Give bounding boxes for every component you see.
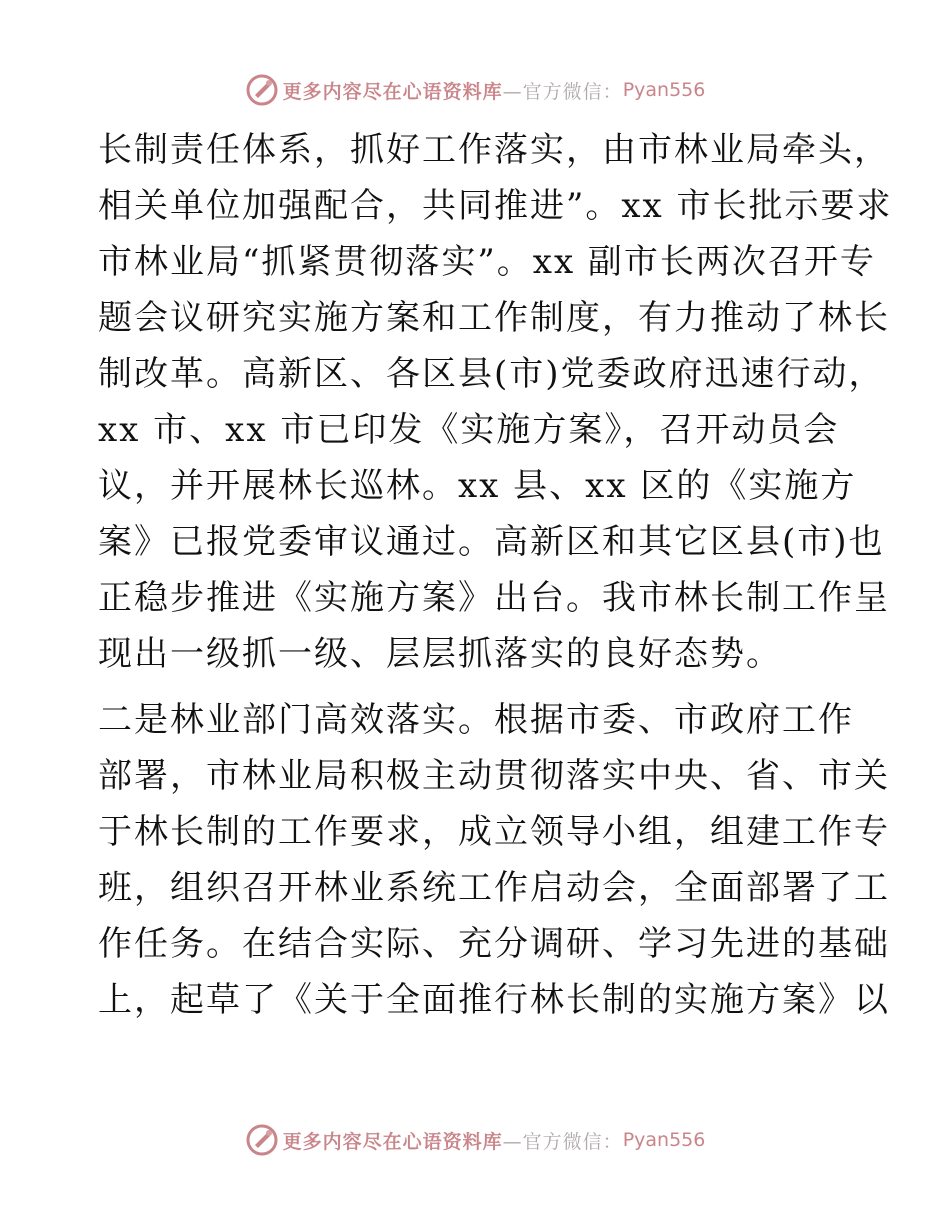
footer-watermark (0, 1120, 950, 1160)
text-line: 长制责任体系，抓好工作落实，由市林业局牵头， (98, 130, 890, 170)
text-line: 现出一级抓一级、层层抓落实的良好态势。 (98, 634, 782, 674)
text-line: 题会议研究实施方案和工作制度，有力推动了林长 (98, 298, 890, 338)
text-line: 议，并开展林长巡林。xx 县、xx 区的《实施方 (98, 466, 857, 506)
text-line: 相关单位加强配合，共同推进”。xx 市长批示要求 (98, 186, 893, 226)
text-line: 正稳步推进《实施方案》出台。我市林长制工作呈 (98, 578, 890, 618)
watermark-main-text: 更多内容尽在心语资料库 (282, 1130, 503, 1153)
watermark-id-text: Pyan556 (622, 79, 706, 101)
text-line: 班，组织召开林业系统工作启动会，全面部署了工 (98, 868, 890, 908)
text-line: xx 市、xx 市已印发《实施方案》，召开动员会 (98, 410, 840, 450)
paragraph-1 (98, 122, 893, 682)
text-line: 部署，市林业局积极主动贯彻落实中央、省、市关 (98, 756, 890, 796)
watermark-main-text: 更多内容尽在心语资料库 (282, 80, 503, 103)
logo-icon (245, 1123, 279, 1157)
text-line: 上，起草了《关于全面推行林长制的实施方案》以 (98, 980, 890, 1020)
text-line: 二是林业部门高效落实。根据市委、市政府工作 (98, 700, 854, 740)
paragraph-2 (98, 692, 890, 1028)
logo-icon (245, 73, 279, 107)
text-line: 制改革。高新区、各区县(市)党委政府迅速行动， (98, 354, 885, 394)
paragraph-spacer (98, 682, 858, 692)
text-line: 作任务。在结合实际、充分调研、学习先进的基础 (98, 924, 890, 964)
document-body (98, 122, 893, 1028)
watermark-sub-text: —官方微信： (502, 1130, 623, 1153)
header-watermark (0, 70, 950, 110)
text-line: 案》已报党委审议通过。高新区和其它区县(市)也 (98, 522, 885, 562)
watermark-sub-text: —官方微信： (502, 80, 623, 103)
text-line: 市林业局“抓紧贯彻落实”。xx 副市长两次召开专 (98, 242, 876, 282)
watermark-id-text: Pyan556 (622, 1129, 706, 1151)
text-line: 于林长制的工作要求，成立领导小组，组建工作专 (98, 812, 890, 852)
